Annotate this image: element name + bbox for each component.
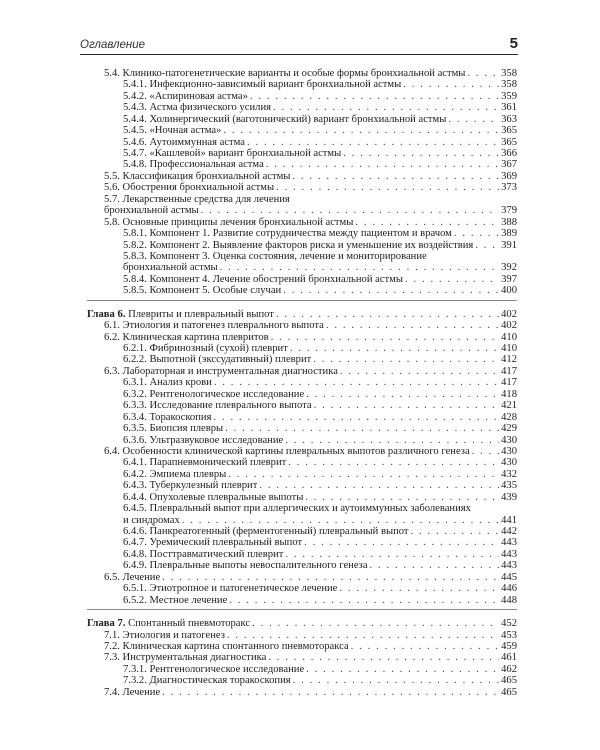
- toc-entry-page: 432: [501, 468, 517, 480]
- toc-entry-title: 6.4.4. Опухолевые плевральные выпоты: [123, 491, 304, 503]
- toc-entry-page: 441: [501, 514, 517, 526]
- toc-entry-title: 5.4.5. «Ночная астма»: [123, 125, 222, 137]
- dot-leader: [403, 79, 499, 90]
- toc-entry-page: 445: [501, 571, 517, 583]
- toc-entry[interactable]: [87, 389, 517, 400]
- toc-entry[interactable]: [87, 412, 517, 423]
- toc-entry[interactable]: [87, 526, 517, 537]
- toc-entry[interactable]: [87, 457, 517, 468]
- toc-entry-title: 5.4.7. «Кашлевой» вариант бронхиальной астмы: [123, 148, 342, 160]
- toc-entry-page: 402: [501, 320, 517, 332]
- dot-leader: [306, 664, 499, 675]
- toc-entry[interactable]: [87, 538, 517, 549]
- dot-leader: [305, 492, 499, 503]
- toc-entry-page: 358: [501, 67, 517, 79]
- dot-leader: [228, 469, 499, 480]
- toc-entry-title: 5.8.4. Компонент 4. Лечение обострений бронхиальной астмы: [123, 273, 404, 285]
- toc-entry-page: 358: [501, 79, 517, 91]
- toc-entry[interactable]: [87, 664, 517, 675]
- toc-entry-title: 6.1. Этиология и патогенез плеврального выпота: [104, 320, 324, 332]
- toc-entry-page: 392: [501, 262, 517, 274]
- toc-entry-page: 448: [501, 594, 517, 606]
- dot-leader: [227, 630, 499, 641]
- toc-entry-title: 6.5.1. Этиотропное и патогенетическое лечение: [123, 583, 338, 595]
- toc-entry-title: 5.5. Классификация бронхиальной астмы: [104, 170, 291, 182]
- dot-leader: [343, 148, 499, 159]
- toc-entry[interactable]: [87, 355, 517, 366]
- toc-entry[interactable]: [87, 285, 517, 296]
- toc-entry[interactable]: [87, 423, 517, 434]
- toc-entry-title: 5.4.1. Инфекционно-зависимый вариант бронхиальной астмы: [123, 79, 402, 91]
- toc-entry-title: 6.4.9. Плевральные выпоты невоспалительного генеза: [123, 560, 368, 572]
- toc-entry-page: 430: [501, 445, 517, 457]
- toc-entry-title: 6.3.3. Исследование плеврального выпота: [123, 400, 312, 412]
- toc-entry-title: 6.4.6. Панкреатогенный (ферментогенный) плевральный выпот: [123, 526, 409, 538]
- dot-leader: [467, 68, 499, 79]
- toc-entry[interactable]: [87, 560, 517, 571]
- toc-entry[interactable]: [87, 446, 517, 457]
- toc-entry-title: 6.4.1. Парапневмонический плеврит: [123, 457, 287, 469]
- toc-entry[interactable]: [87, 675, 517, 686]
- toc-entry[interactable]: [87, 148, 517, 159]
- toc-entry[interactable]: [87, 435, 517, 446]
- toc-entry-title: 5.4.3. Астма физического усилия: [123, 102, 271, 114]
- toc-entry[interactable]: [87, 171, 517, 182]
- toc-entry-title: 5.6. Обострения бронхиальной астмы: [104, 182, 275, 194]
- toc-entry-title: 6.4.2. Эмпиема плевры: [123, 468, 227, 480]
- toc-entry[interactable]: [87, 217, 517, 228]
- dot-leader: [223, 125, 499, 136]
- toc-entry[interactable]: [87, 182, 517, 193]
- toc-entry-page: 443: [501, 537, 517, 549]
- toc-entry[interactable]: [87, 469, 517, 480]
- toc-entry[interactable]: [87, 641, 517, 652]
- dot-leader: [259, 480, 499, 491]
- toc-entry-page: 446: [501, 583, 517, 595]
- toc-entry-page: 369: [501, 170, 517, 182]
- toc-entry-page: 418: [501, 388, 517, 400]
- toc-entry-title-line[interactable]: 6.4.5. Плевральный выпот при аллергических и аутоиммунных заболеваниях: [123, 503, 471, 515]
- dot-leader: [313, 354, 499, 365]
- chapter-divider: [87, 609, 517, 615]
- toc-entry-title: 7.3. Инструментальная диагностика: [104, 652, 267, 664]
- dot-leader: [340, 366, 499, 377]
- toc-entry-page: 430: [501, 457, 517, 469]
- toc-entry[interactable]: [87, 114, 517, 125]
- toc-entry-title: 7.4. Лечение: [104, 686, 161, 698]
- toc-entry[interactable]: [87, 240, 517, 251]
- toc-entry-title: 6.3.4. Торакоскопия: [123, 411, 212, 423]
- toc-entry-page: 430: [501, 434, 517, 446]
- dot-leader: [351, 641, 499, 652]
- toc-entry[interactable]: [87, 228, 517, 239]
- toc-entry-page: 442: [501, 526, 517, 538]
- toc-entry[interactable]: [87, 332, 517, 343]
- toc-entry-page: 388: [501, 216, 517, 228]
- toc-entry-title: 6.4.3. Туберкулезный плеврит: [123, 480, 258, 492]
- toc-entry-title-line[interactable]: 5.7. Лекарственные средства для лечения: [104, 193, 290, 205]
- toc-entry-page: 373: [501, 182, 517, 194]
- toc-entry[interactable]: [87, 262, 517, 273]
- toc-entry-title: 6.2.1. Фибринозный (сухой) плеврит: [123, 343, 288, 355]
- toc-entry[interactable]: [87, 137, 517, 148]
- toc-entry[interactable]: [87, 377, 517, 388]
- toc-entry-title: 6.4.7. Уремический плевральный выпот: [123, 537, 303, 549]
- dot-leader: [285, 435, 499, 446]
- chapter-title: Спонтанный пневмоторакс: [128, 618, 251, 630]
- dot-leader: [201, 205, 499, 216]
- dot-leader: [448, 114, 499, 125]
- table-of-contents: [87, 68, 517, 698]
- toc-entry-title: 6.3. Лабораторная и инструментальная диагностика: [104, 365, 338, 377]
- toc-entry-page: 459: [501, 640, 517, 652]
- dot-leader: [182, 515, 499, 526]
- dot-leader: [405, 274, 499, 285]
- toc-entry-title: 5.8.5. Компонент 5. Особые случаи: [123, 285, 282, 297]
- toc-entry-page: 397: [501, 273, 517, 285]
- toc-entry-title: 5.8.1. Компонент 1. Развитие сотрудничества между пациентом и врачом: [123, 228, 452, 240]
- toc-entry-page: 417: [501, 365, 517, 377]
- dot-leader: [220, 262, 499, 273]
- toc-entry[interactable]: [87, 160, 517, 171]
- toc-entry-page: 443: [501, 548, 517, 560]
- toc-entry-title: 6.3.2. Рентгенологическое исследование: [123, 388, 305, 400]
- toc-entry-page: 439: [501, 491, 517, 503]
- dot-leader: [250, 91, 499, 102]
- toc-entry[interactable]: [87, 400, 517, 411]
- toc-entry[interactable]: [87, 549, 517, 560]
- toc-entry[interactable]: [87, 366, 517, 377]
- toc-entry[interactable]: [87, 205, 517, 216]
- toc-entry-page: 410: [501, 331, 517, 343]
- toc-entry[interactable]: [87, 687, 517, 698]
- toc-entry-page: 421: [501, 400, 517, 412]
- toc-entry-title-cont: и синдромах: [123, 514, 180, 526]
- dot-leader: [411, 526, 500, 537]
- dot-leader: [472, 446, 499, 457]
- toc-entry[interactable]: [87, 125, 517, 136]
- dot-leader: [276, 309, 499, 320]
- toc-chapter[interactable]: [87, 618, 517, 629]
- toc-entry[interactable]: [87, 652, 517, 663]
- toc-entry-page: 453: [501, 629, 517, 641]
- dot-leader: [370, 560, 500, 571]
- toc-entry-page: 461: [501, 652, 517, 664]
- dot-leader: [292, 171, 499, 182]
- dot-leader: [268, 652, 499, 663]
- toc-entry-title: 6.4. Особенности клинической картины плевральных выпотов различного генеза: [104, 445, 470, 457]
- toc-entry-page: 363: [501, 113, 517, 125]
- toc-entry[interactable]: [87, 630, 517, 641]
- toc-entry-title: 7.3.1. Рентгенологическое исследование: [123, 663, 305, 675]
- toc-entry[interactable]: [87, 320, 517, 331]
- toc-entry[interactable]: [87, 480, 517, 491]
- toc-entry-title: 5.4.6. Аутоиммунная астма: [123, 136, 245, 148]
- dot-leader: [293, 675, 499, 686]
- toc-entry[interactable]: [87, 583, 517, 594]
- dot-leader: [304, 537, 499, 548]
- toc-entry-page: 379: [501, 205, 517, 217]
- chapter-label: Глава 7.: [87, 618, 126, 630]
- toc-entry-page: 412: [501, 354, 517, 366]
- toc-entry[interactable]: [87, 68, 517, 79]
- chapter-divider: [87, 300, 517, 306]
- chapter-heading: [87, 618, 252, 629]
- toc-entry-title: 7.1. Этиология и патогенез: [104, 629, 225, 641]
- dot-leader: [314, 400, 500, 411]
- toc-entry-page: 366: [501, 148, 517, 160]
- dot-leader: [283, 285, 499, 296]
- toc-entry-page: 367: [501, 159, 517, 171]
- toc-chapter[interactable]: [87, 309, 517, 320]
- page-number: 5: [509, 35, 518, 52]
- dot-leader: [229, 595, 499, 606]
- toc-entry-title: 6.4.8. Посттравматический плеврит: [123, 548, 284, 560]
- toc-entry-title-cont: бронхиальной астмы: [123, 262, 218, 274]
- toc-entry-page: 452: [501, 618, 517, 630]
- toc-entry[interactable]: [87, 572, 517, 583]
- toc-entry-title: 6.5. Лечение: [104, 571, 161, 583]
- toc-entry-page: 465: [501, 675, 517, 687]
- toc-entry[interactable]: [87, 515, 517, 526]
- dot-leader: [266, 159, 499, 170]
- toc-entry-title: 5.4.4. Холинергический (ваготонический) вариант бронхиальной астмы: [123, 113, 447, 125]
- dot-leader: [355, 217, 499, 228]
- toc-entry-page: 417: [501, 377, 517, 389]
- toc-entry-title: 5.8. Основные принципы лечения бронхиальной астмы: [104, 216, 354, 228]
- toc-entry[interactable]: [87, 91, 517, 102]
- dot-leader: [252, 618, 499, 629]
- toc-entry-page: 365: [501, 125, 517, 137]
- toc-entry-page: 361: [501, 102, 517, 114]
- toc-entry-title: 7.2. Клиническая картина спонтанного пневмоторакса: [104, 640, 349, 652]
- toc-entry-page: 365: [501, 136, 517, 148]
- dot-leader: [162, 687, 499, 698]
- toc-entry-title-cont: бронхиальной астмы: [104, 205, 199, 217]
- toc-entry-page: 400: [501, 285, 517, 297]
- dot-leader: [290, 343, 499, 354]
- dot-leader: [475, 240, 499, 251]
- toc-entry-title: 6.3.1. Анализ крови: [123, 377, 212, 389]
- dot-leader: [162, 572, 499, 583]
- toc-entry-title: 6.3.6. Ультразвуковое исследование: [123, 434, 284, 446]
- toc-entry-page: 389: [501, 228, 517, 240]
- chapter-heading: [87, 309, 276, 320]
- chapter-title: Плевриты и плевральный выпот: [128, 308, 274, 320]
- dot-leader: [225, 423, 499, 434]
- toc-entry-title: 7.3.2. Диагностическая торакоскопия: [123, 675, 291, 687]
- toc-entry-title: 6.5.2. Местное лечение: [123, 594, 228, 606]
- dot-leader: [288, 457, 499, 468]
- dot-leader: [213, 412, 499, 423]
- toc-entry-page: 410: [501, 343, 517, 355]
- toc-entry-page: 435: [501, 480, 517, 492]
- dot-leader: [214, 377, 499, 388]
- toc-entry-title: 6.2. Клиническая картина плевритов: [104, 331, 269, 343]
- toc-entry[interactable]: [87, 102, 517, 113]
- dot-leader: [273, 102, 499, 113]
- toc-entry[interactable]: [87, 595, 517, 606]
- toc-entry-title: 5.8.2. Компонент 2. Выявление факторов риска и уменьшение их воздействия: [123, 239, 474, 251]
- running-title: Оглавление: [80, 39, 145, 51]
- dot-leader: [271, 332, 499, 343]
- dot-leader: [285, 549, 499, 560]
- toc-entry[interactable]: [87, 343, 517, 354]
- toc-entry-page: 428: [501, 411, 517, 423]
- toc-entry-page: 462: [501, 663, 517, 675]
- dot-leader: [326, 320, 499, 331]
- dot-leader: [276, 182, 499, 193]
- toc-entry-title-line[interactable]: 5.8.3. Компонент 3. Оценка состояния, лечение и мониторирование: [123, 251, 427, 262]
- toc-entry-title: 6.3.5. Биопсия плевры: [123, 423, 224, 435]
- toc-entry-page: 359: [501, 90, 517, 102]
- toc-entry-title: 6.2.2. Выпотной (экссудативный) плеврит: [123, 354, 312, 366]
- dot-leader: [306, 389, 499, 400]
- toc-entry-page: 391: [501, 239, 517, 251]
- page-header: [80, 30, 518, 55]
- toc-entry[interactable]: [87, 492, 517, 503]
- dot-leader: [247, 137, 499, 148]
- toc-entry-page: 429: [501, 423, 517, 435]
- dot-leader: [454, 228, 499, 239]
- toc-entry[interactable]: [87, 79, 517, 90]
- chapter-label: Глава 6.: [87, 308, 126, 320]
- toc-entry-title: 5.4.2. «Аспириновая астма»: [123, 90, 248, 102]
- toc-entry-page: 465: [501, 686, 517, 698]
- toc-entry[interactable]: [87, 274, 517, 285]
- toc-entry-title: 5.4. Клинико-патогенетические варианты и особые формы бронхиальной астмы: [104, 67, 466, 79]
- toc-entry-page: 443: [501, 560, 517, 572]
- toc-entry-title: 5.4.8. Профессиональная астма: [123, 159, 264, 171]
- toc-entry-page: 402: [501, 308, 517, 320]
- dot-leader: [339, 583, 499, 594]
